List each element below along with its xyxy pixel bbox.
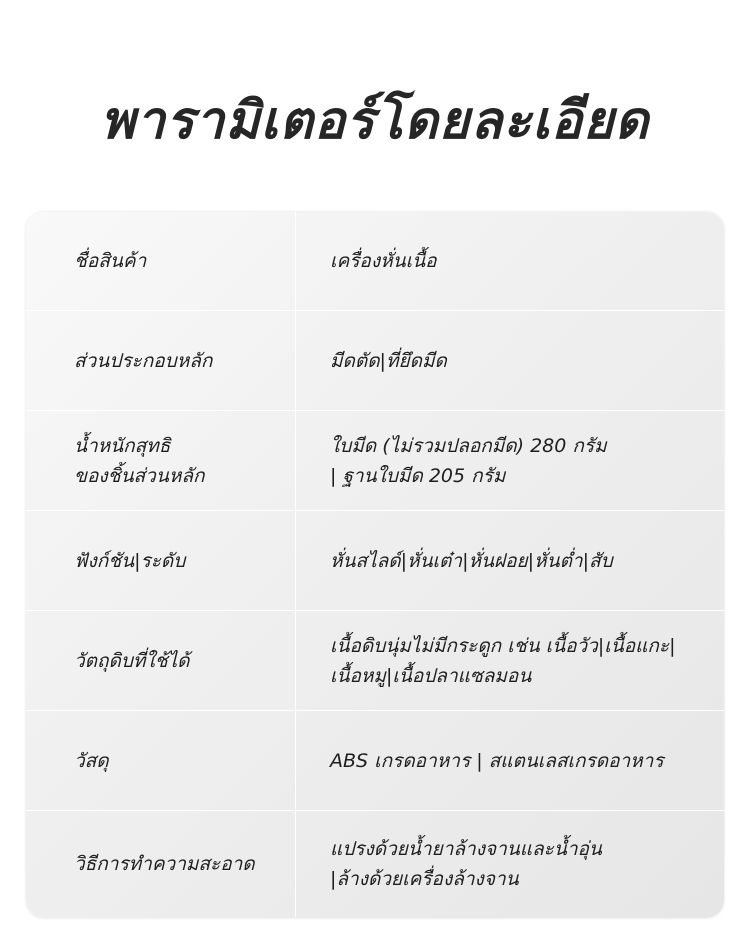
spec-row-net-weight [26,411,724,511]
spec-value: ใบมีด (ไม่รวมปลอกมีด) 280 กรัม | ฐานใบมีด 205 กรัม [330,434,607,487]
spec-label: วัสดุ [26,711,296,810]
spec-label: น้ำหนักสุทธิ ของชิ้นส่วนหลัก [26,411,296,510]
spec-label: ฟังก์ชัน|ระดับ [26,511,296,610]
spec-row-main-components [26,311,724,411]
spec-row-cleaning-method [26,811,724,917]
spec-label: ส่วนประกอบหลัก [26,311,296,410]
spec-row-functions [26,511,724,611]
spec-value: หั่นสไลด์|หั่นเต๋า|หั่นฝอย|หั่นต่ำ|สับ [330,549,613,572]
spec-label: วิธีการทำความสะอาด [26,811,296,917]
spec-value: ABS เกรดอาหาร | สแตนเลสเกรดอาหาร [330,749,664,772]
spec-label: ชื่อสินค้า [26,212,296,310]
spec-value: แปรงด้วยน้ำยาล้างจานและน้ำอุ่น |ล้างด้วยเครื่องล้างจาน [330,838,602,890]
spec-row-applicable-ingredients [26,611,724,711]
spec-row-product-name [26,212,724,311]
page-title: พารามิเตอร์โดยละเอียด [100,91,650,151]
spec-value: มีดตัด|ที่ยึดมีด [330,349,447,372]
spec-value: เครื่องหั่นเนื้อ [330,250,437,272]
spec-table [26,212,724,918]
spec-label: วัตถุดิบที่ใช้ได้ [26,611,296,710]
spec-value: เนื้อดิบนุ่มไม่มีกระดูก เช่น เนื้อวัว|เนื้อแกะ| เนื้อหมู|เนื้อปลาแซลมอน [330,634,676,687]
spec-row-material [26,711,724,811]
